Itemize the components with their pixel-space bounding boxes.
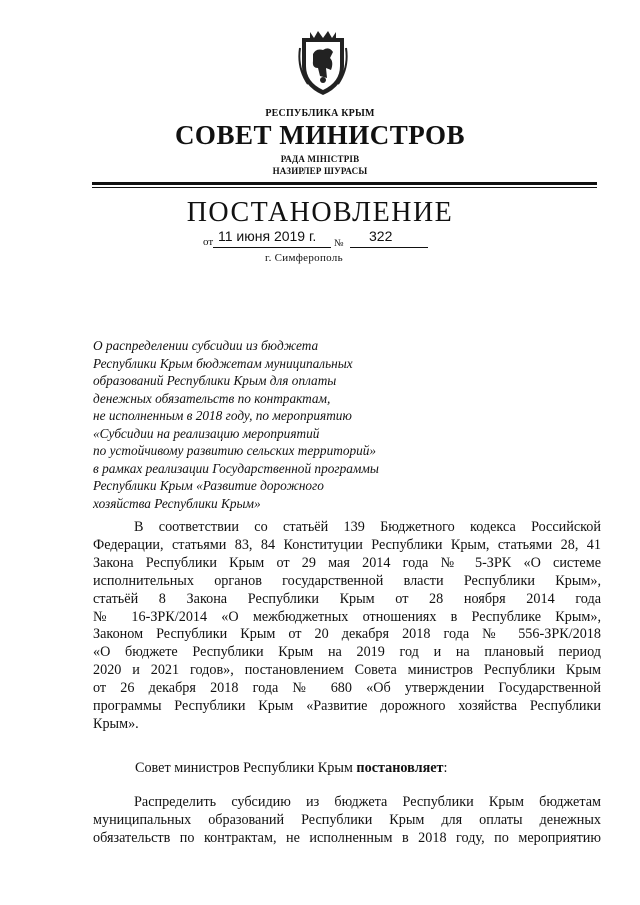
subject-line: хозяйства Республики Крым» — [93, 495, 261, 511]
resolution-statement — [135, 760, 447, 777]
number-underline — [350, 247, 428, 248]
paragraph-line: статьёй 8 Закона Республики Крым от 28 ноября 2014 года — [93, 590, 601, 607]
resolution-verb: постановляет — [356, 760, 444, 776]
paragraph-line: исполнительных органов государственной власти Республики Крым», — [93, 572, 601, 589]
subject-line: денежных обязательств по контрактам, — [93, 390, 331, 406]
paragraph-line: Распределить субсидию из бюджета Республики Крым бюджетам — [134, 794, 601, 810]
resolution-prefix: Совет министров Республики Крым — [135, 760, 357, 776]
paragraph-line: Федерации, статьями 83, 84 Конституции Республики Крым, статьями 28, 41 — [93, 536, 601, 553]
legal-basis-paragraph — [93, 519, 601, 734]
distribution-paragraph — [93, 794, 601, 848]
paragraph-line: «О бюджете Республики Крым на 2019 год и на плановый период — [93, 644, 601, 661]
republic-name: РЕСПУБЛИКА КРЫМ — [265, 108, 375, 119]
paragraph-line: Крым». — [93, 715, 139, 732]
paragraph-line: Закона Республики Крым от 29 мая 2014 года № 5-ЗРК «О системе — [93, 554, 601, 571]
subject-line: в рамках реализации Государственной программы — [93, 460, 379, 476]
decree-date: 11 июня 2019 г. — [218, 228, 317, 244]
paragraph-line: Законом Республики Крым от 20 декабря 2018 года № 556-ЗРК/2018 — [93, 626, 601, 643]
subject-line: Республики Крым «Развитие дорожного — [93, 478, 324, 493]
decree-title: ПОСТАНОВЛЕНИЕ — [186, 197, 454, 228]
decree-number: 322 — [369, 228, 393, 244]
subject-line: Республики Крым бюджетам муниципальных — [93, 355, 353, 371]
paragraph-line: № 16-ЗРК/2014 «О межбюджетных отношениях в Республике Крым», — [93, 608, 601, 625]
paragraph-line: программы Республики Крым «Развитие дорожного хозяйства Республики — [93, 698, 601, 715]
subject-line: О распределении субсидии из бюджета — [93, 338, 319, 353]
subject-line: «Субсидии на реализацию мероприятий — [93, 425, 320, 441]
paragraph-line: муниципальных образований Республики Крым для оплаты денежных — [93, 811, 601, 828]
council-name: СОВЕТ МИНИСТРОВ — [174, 120, 466, 150]
paragraph-line: 2020 и 2021 годов», постановлением Совета министров Республики Крым — [93, 662, 601, 679]
decree-city: г. Симферополь — [265, 252, 343, 264]
paragraph-line: В соответствии со статьёй 139 Бюджетного кодекса Российской — [134, 519, 601, 535]
header-divider-thin — [92, 187, 597, 188]
date-underline — [213, 247, 331, 248]
subject-line: по устойчивому развитию сельских территорий» — [93, 443, 377, 458]
number-label: № — [334, 238, 344, 249]
paragraph-line: от 26 декабря 2018 года № 680 «Об утверждении Государственной — [93, 680, 601, 697]
paragraph-line: обязательств по контрактам, не исполненным в 2018 году, по мероприятию — [93, 829, 601, 846]
subject-line: образований Республики Крым для оплаты — [93, 373, 337, 388]
resolution-suffix: : — [443, 760, 448, 776]
date-label: от — [203, 236, 214, 248]
header-divider-thick — [92, 182, 597, 185]
council-name-ukrainian: РАДА МІНІСТРІВ — [280, 154, 360, 164]
subject-line: не исполненным в 2018 году, по мероприятию — [93, 408, 352, 423]
crimea-coat-of-arms-icon — [296, 28, 350, 98]
decree-subject — [93, 337, 433, 512]
council-name-crimean-tatar: НАЗИРЛЕР ШУРАСЫ — [272, 166, 368, 176]
